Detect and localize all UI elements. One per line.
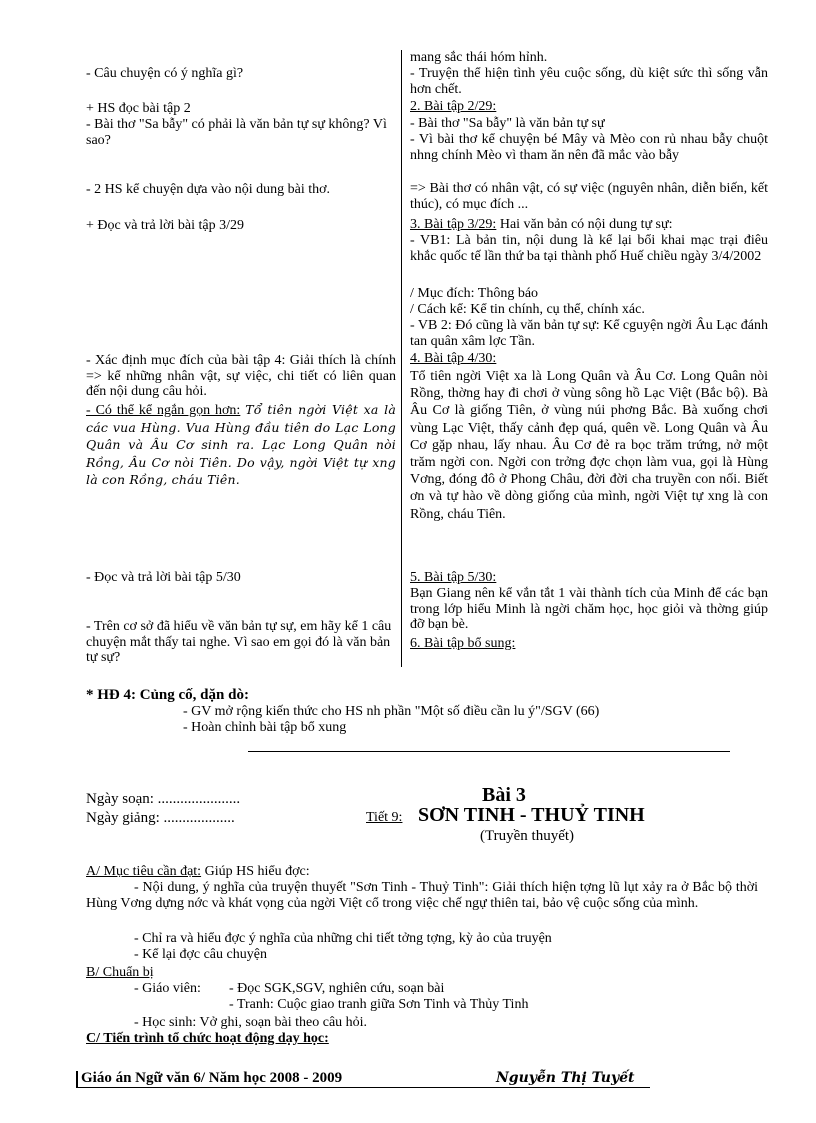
exercise-3-heading: 3. Bài tập 3/29: [410,217,497,232]
exercise-3-vb1: - VB1: Là bản tin, nội dung là kể lại bổi khai mạc trại điêu khắc quốc tế lần thứ ba tại thành phố Huế chiều ngày 3/4/2002 [410,233,768,264]
section-divider [248,751,730,752]
exercise-2-answer-b: - Vì bài thơ kể chuyện bé Mây và Mèo con rủ nhau bẫy chuột nhng chính Mèo vì tham ăn nên đã mắc vào bẫy [410,132,768,163]
right-line-2: - Truyện thể hiện tình yêu cuộc sống, dù kiệt sức thì sống vẫn hơn chết. [410,66,768,97]
exercise-6-heading: 6. Bài tập bổ sung: [410,636,516,651]
footer-title: Giáo án Ngữ văn 6/ Năm học 2008 - 2009 [81,1070,343,1086]
lesson-subtitle: (Truyền thuyết) [480,828,575,844]
section-b-teacher-2: - Tranh: Cuộc giao tranh giữa Sơn Tinh và Thủy Tinh [229,997,529,1012]
left-short-version-text: Tổ tiên ngời Việt xa là các vua Hùng. Vua Hùng đầu tiên do Lạc Long Quân và Âu Cơ sinh ra. Lạc Long Quân nòi Rồng, Âu Cơ nòi Tiên. Do vậy, ngời Việt tự xng là con Rồng, cháu Tiên. [86,402,397,487]
column-divider [401,50,402,667]
left-read-exercise-3: + Đọc và trả lời bài tập 3/29 [86,218,244,233]
lesson-number: Bài 3 [482,784,526,806]
lesson-period-label: Tiết 9: [366,810,403,825]
hd4-line-1: - GV mở rộng kiến thức cho HS nh phần "Một số điều cần lu ý"/SGV (66) [183,704,600,719]
footer-author: Nguyễn Thị Tuyết [496,1070,635,1086]
section-a-line [86,864,766,880]
left-read-exercise-2: + HS đọc bài tập 2 [86,101,191,116]
exercise-5-heading: 5. Bài tập 5/30: [410,570,497,585]
exercise-4-heading: 4. Bài tập 4/30: [410,351,497,366]
left-question-meaning: - Câu chuyện có ý nghĩa gì? [86,66,244,81]
left-short-version [86,401,396,489]
left-short-version-label: - Có thể kể ngắn gọn hơn: [86,403,241,418]
section-b-teacher-label: - Giáo viên: [134,981,201,996]
exercise-3-vb2: - VB 2: Đó cũng là văn bản tự sự: Kể cguyện ngời Âu Lạc đánh tan quân xâm lợc Tần. [410,318,768,349]
section-a-item-2: - Chỉ ra và hiểu đợc ý nghĩa của những chi tiết tởng tợng, kỳ ảo của truyện [134,931,552,946]
left-tell-story: - Trên cơ sở đã hiểu về văn bản tự sự, em hãy kể 1 câu chuyện mắt thấy tai nghe. Vì sao em gọi đó là văn bản tự sự? [86,619,392,665]
exercise-5-text: Bạn Giang nên kể vắn tắt 1 vài thành tích của Minh để các bạn trong lớp hiểu Minh là ngời chăm học, học giỏi và thờng giúp đỡ bạn bè. [410,586,768,632]
hd4-heading: * HĐ 4: Củng cố, dặn dò: [86,687,249,703]
exercise-2-answer-a: - Bài thơ "Sa bẫy" là văn bản tự sự [410,116,605,131]
section-b-student: - Học sinh: Vở ghi, soạn bài theo câu hỏi. [134,1015,368,1030]
section-b-heading: B/ Chuẩn bị [86,965,154,980]
lesson-period [366,810,402,826]
lesson-title: SƠN TINH - THUỶ TINH [418,804,645,826]
left-retell-poem: - 2 HS kể chuyện dựa vào nội dung bài thơ. [86,182,331,197]
left-question-sa-bay: - Bài thơ "Sa bẫy" có phải là văn bản tự sự không? Vì sao? [86,117,387,148]
section-a-item-1: - Nội dung, ý nghĩa của truyện thuyết "Sơn Tinh - Thuỷ Tinh": Giải thích hiện tợng lũ lụt xảy ra ở Bắc bộ thời Hùng Vơng dựng nớc và khát vọng của ngời Việt cổ trong việc chế ngự thiên tai, bảo vệ cuộc sống của mình. [86,880,758,911]
exercise-3-line [410,217,768,233]
right-line-1: mang sắc thái hóm hỉnh. [410,50,548,65]
section-c-heading: C/ Tiến trình tổ chức hoạt động dạy học: [86,1031,329,1046]
section-a-heading: A/ Mục tiêu cần đạt: [86,864,202,879]
ngay-giang: Ngày giảng: ................... [86,810,235,826]
left-exercise-4-purpose: - Xác định mục đích của bài tập 4: Giải thích là chính => kể những nhân vật, sự việc, chi tiết có liên quan đến nội dung câu hỏi. [86,353,396,399]
footer-line [78,1087,650,1088]
exercise-2-heading: 2. Bài tập 2/29: [410,99,497,114]
section-a-intro: Giúp HS hiểu đợc: [201,864,310,879]
left-read-exercise-5: - Đọc và trả lời bài tập 5/30 [86,570,241,585]
exercise-3-method: / Cách kể: Kể tin chính, cụ thể, chính xác. [410,302,645,317]
exercise-4-text: Tổ tiên ngời Việt xa là Long Quân và Âu Cơ. Long Quân nòi Rồng, thờng hay đi chơi ở vùng sông hồ Lạc Việt (Bắc bộ). Bà Âu Cơ là giống Tiên, ở vùng núi phơng Bắc. Bà xuống chơi vùng Lạc Việt, thấy cảnh đẹp quá, quên về. Long Quân và Âu Cơ gặp nhau, lấy nhau. Âu Cơ đẻ ra bọc trăm trứng, nở một trăm ngời con. Ngời con trởng đợc chọn làm vua, gọi là Hùng Vơng, đóng đô ở Phong Châu, đời đời cha truyền con nối. Biết ơn và tự hào về dòng giống của mình, ngời Việt tự xng là con Rồng, cháu Tiên. [410,369,768,522]
ngay-soan: Ngày soạn: ...................... [86,791,241,807]
exercise-3-intro: Hai văn bản có nội dung tự sự: [496,217,673,232]
section-a-item-3: - Kể lại đợc câu chuyện [134,947,267,962]
section-b-teacher-1: - Đọc SGK,SGV, nghiên cứu, soạn bài [229,981,445,996]
exercise-3-purpose: / Mục đích: Thông báo [410,286,539,301]
hd4-line-2: - Hoàn chỉnh bài tập bổ xung [183,720,347,735]
exercise-2-answer-c: => Bài thơ có nhân vật, có sự việc (nguyên nhân, diễn biến, kết thúc), có mục đích ... [410,181,768,212]
footer-left-bar [76,1071,78,1088]
